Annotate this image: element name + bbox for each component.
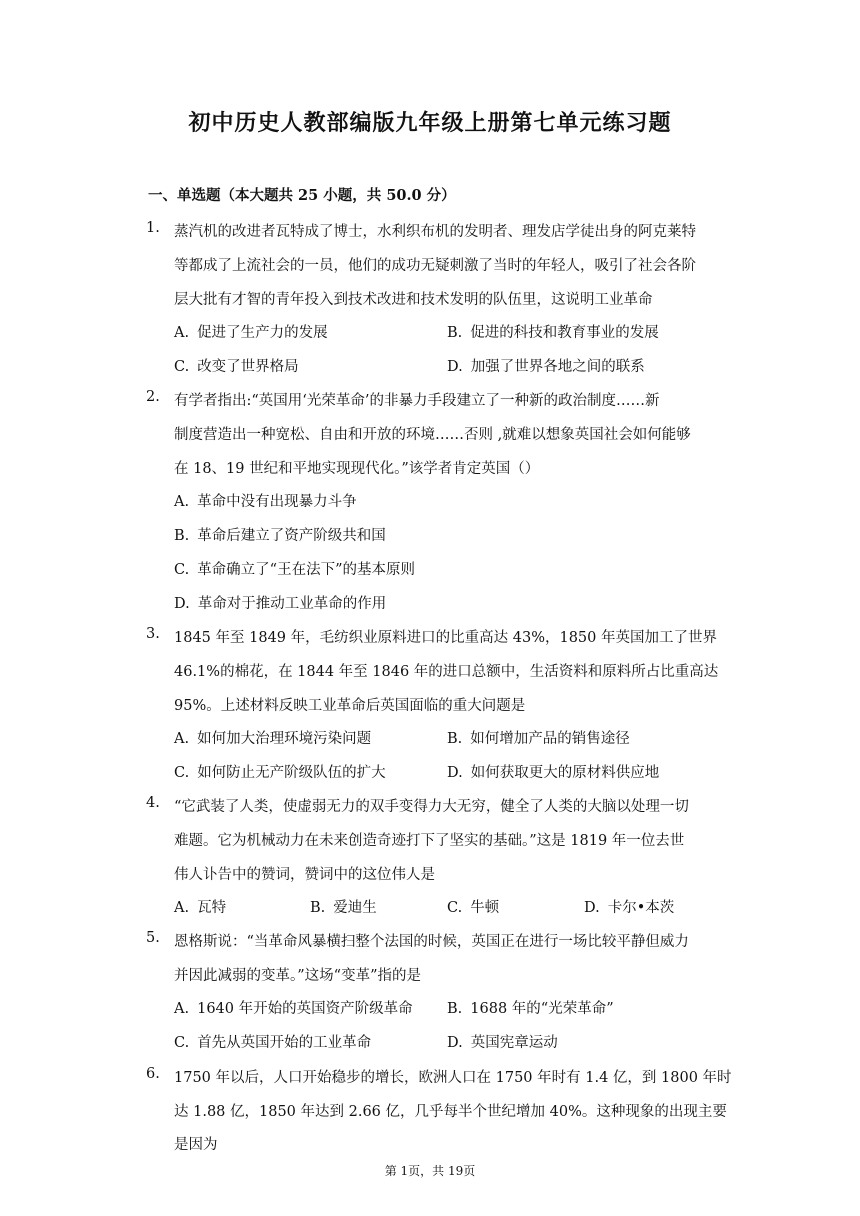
option-a[interactable]: A. 革命中没有出现暴力斗争: [174, 494, 357, 510]
option-b[interactable]: B. 革命后建立了资产阶级共和国: [174, 528, 386, 544]
option-c[interactable]: C. 首先从英国开始的工业革命: [174, 1035, 372, 1051]
section-heading: 一、单选题（本大题共 25 小题，共 50.0 分）: [148, 187, 456, 204]
question-text-line: 等都成了上流社会的一员，他们的成功无疑刺激了当时的年轻人，吸引了社会各阶: [174, 258, 696, 274]
question-number: 5.: [146, 930, 160, 946]
question-text-line: 达 1.88 亿，1850 年达到 2.66 亿，几乎每半个世纪增加 40%。这种现象的出现主要: [174, 1104, 727, 1120]
question-text-line: 伟人讣告中的赞词，赞词中的这位伟人是: [174, 867, 435, 883]
option-c[interactable]: C. 牛顿: [447, 900, 500, 916]
question-text-line: 1845 年至 1849 年，毛纺织业原料进口的比重高达 43%，1850 年英国加工了世界: [174, 630, 717, 646]
question-text-line: 95%。上述材料反映工业革命后英国面临的重大问题是: [174, 698, 526, 714]
question-text-line: 有学者指出:“英国用‘光荣革命’的非暴力手段建立了一种新的政治制度……新: [174, 393, 660, 409]
question-text-line: 并因此减弱的变革。”这场“变革”指的是: [174, 968, 421, 984]
option-c[interactable]: C. 如何防止无产阶级队伍的扩大: [174, 765, 386, 781]
question-number: 6.: [146, 1066, 160, 1082]
option-b[interactable]: B. 如何增加产品的销售途径: [447, 731, 630, 747]
question-text-line: 恩格斯说：“当革命风暴横扫整个法国的时候，英国正在进行一场比较平静但威力: [174, 934, 689, 950]
question-number: 1.: [146, 220, 160, 236]
option-d[interactable]: D. 如何获取更大的原材料供应地: [447, 765, 660, 781]
option-b[interactable]: B. 1688 年的“光荣革命”: [447, 1001, 614, 1017]
question-text-line: 难题。它为机械动力在未来创造奇迹打下了坚实的基础。”这是 1819 年一位去世: [174, 833, 685, 849]
option-d[interactable]: D. 卡尔•本茨: [584, 900, 675, 916]
question-text-line: 1750 年以后，人口开始稳步的增长，欧洲人口在 1750 年时有 1.4 亿，到 1800 年时: [174, 1070, 732, 1086]
option-b[interactable]: B. 促进的科技和教育事业的发展: [447, 325, 659, 341]
question-number: 4.: [146, 795, 160, 811]
option-a[interactable]: A. 促进了生产力的发展: [174, 325, 328, 341]
option-d[interactable]: D. 加强了世界各地之间的联系: [447, 359, 645, 375]
option-b[interactable]: B. 爱迪生: [310, 900, 377, 916]
question-text-line: “它武装了人类，使虚弱无力的双手变得力大无穷，健全了人类的大脑以处理一切: [174, 799, 689, 815]
question-text-line: 46.1%的棉花，在 1844 年至 1846 年的进口总额中，生活资料和原料所占比重高达: [174, 664, 719, 680]
question-number: 3.: [146, 626, 160, 642]
question-text-line: 蒸汽机的改进者瓦特成了博士，水利织布机的发明者、理发店学徒出身的阿克莱特: [174, 224, 696, 240]
question-text-line: 制度营造出一种宽松、自由和开放的环境……否则 ,就难以想象英国社会如何能够: [174, 427, 691, 443]
option-d[interactable]: D. 英国宪章运动: [447, 1035, 558, 1051]
option-d[interactable]: D. 革命对于推动工业革命的作用: [174, 596, 387, 612]
question-text-line: 是因为: [174, 1137, 218, 1153]
option-a[interactable]: A. 瓦特: [174, 900, 227, 916]
question-number: 2.: [146, 389, 160, 405]
document-title: 初中历史人教部编版九年级上册第七单元练习题: [188, 110, 672, 136]
option-c[interactable]: C. 革命确立了“王在法下”的基本原则: [174, 562, 416, 578]
question-text-line: 在 18、19 世纪和平地实现现代化。”该学者肯定英国（）: [174, 461, 540, 477]
option-c[interactable]: C. 改变了世界格局: [174, 359, 299, 375]
option-a[interactable]: A. 如何加大治理环境污染问题: [174, 731, 372, 747]
page-footer: 第 1页，共 19页: [384, 1164, 476, 1178]
option-a[interactable]: A. 1640 年开始的英国资产阶级革命: [174, 1001, 413, 1017]
question-text-line: 层大批有才智的青年投入到技术改进和技术发明的队伍里，这说明工业革命: [174, 292, 653, 308]
